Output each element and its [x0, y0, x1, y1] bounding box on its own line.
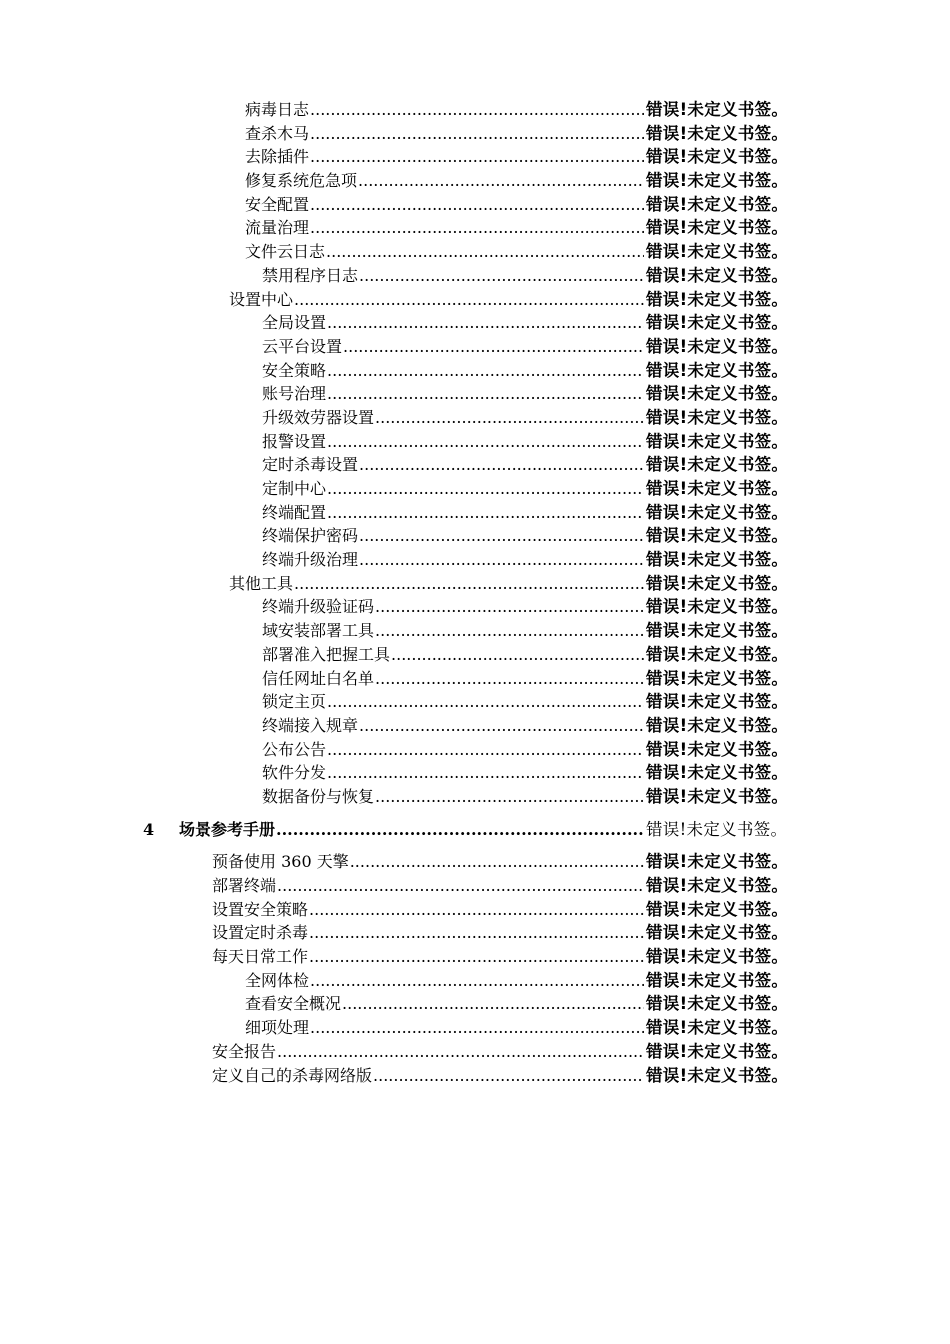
toc-entry-title: 其他工具 — [229, 573, 294, 593]
toc-entry-title-with-leader — [262, 453, 644, 477]
toc-entry-title-with-leader — [212, 874, 644, 898]
toc-page-reference: 错误!未定义书签。 — [646, 171, 789, 191]
toc-entry-title-with-leader — [245, 98, 644, 122]
toc-entry-title-with-leader — [262, 335, 644, 359]
toc-entry[interactable] — [0, 761, 950, 785]
dot-leader — [327, 430, 644, 454]
toc-chapter-entry[interactable] — [0, 818, 950, 842]
toc-entry[interactable] — [0, 335, 950, 359]
toc-entry-title-with-leader — [262, 619, 644, 643]
dot-leader — [327, 690, 644, 714]
toc-entry-title-with-leader — [212, 850, 644, 874]
toc-entry-title: 云平台设置 — [262, 336, 343, 356]
toc-entry-title: 定义自己的杀毒网络版 — [212, 1065, 373, 1085]
dot-leader — [310, 122, 644, 146]
toc-entry-title: 报警设置 — [262, 431, 327, 451]
dot-leader — [327, 477, 644, 501]
toc-page-reference: 错误!未定义书签。 — [646, 1041, 789, 1061]
toc-entry[interactable] — [0, 430, 950, 454]
toc-page-reference: 错误!未定义书签。 — [646, 786, 789, 806]
toc-entry-title: 全局设置 — [262, 313, 327, 333]
toc-entry-title: 去除插件 — [245, 147, 310, 167]
toc-page-reference: 错误!未定义书签。 — [646, 455, 789, 475]
dot-leader — [359, 714, 644, 738]
toc-entry-title-with-leader — [262, 643, 644, 667]
toc-entry-title-with-leader — [245, 169, 644, 193]
toc-entry[interactable] — [0, 1040, 950, 1064]
toc-entry[interactable] — [0, 572, 950, 596]
dot-leader — [310, 98, 644, 122]
toc-entry-title-with-leader — [245, 193, 644, 217]
toc-page-reference: 错误!未定义书签。 — [646, 763, 789, 783]
toc-entry-title-with-leader — [229, 288, 644, 312]
toc-page-reference: 错误!未定义书签。 — [646, 597, 789, 617]
toc-page-reference: 错误!未定义书签。 — [646, 242, 789, 262]
dot-leader — [359, 453, 644, 477]
toc-entry-title-with-leader — [262, 548, 644, 572]
dot-leader — [309, 945, 644, 969]
toc-entry-title: 升级效劳器设置 — [262, 407, 375, 427]
toc-entry-title-with-leader — [262, 430, 644, 454]
toc-entry[interactable] — [0, 714, 950, 738]
toc-entry-title-with-leader — [212, 898, 644, 922]
dot-leader — [358, 169, 644, 193]
toc-entry-title-with-leader — [262, 359, 644, 383]
toc-entry[interactable] — [0, 898, 950, 922]
toc-entry-title: 部署终端 — [212, 876, 277, 895]
toc-page-reference: 错误!未定义书签。 — [646, 899, 789, 919]
toc-entry-title: 设置中心 — [229, 289, 294, 309]
dot-leader — [359, 264, 644, 288]
toc-entry-title: 细项处理 — [245, 1018, 310, 1038]
dot-leader — [277, 874, 644, 898]
toc-entry-title: 全网体检 — [245, 970, 310, 990]
toc-entry[interactable] — [0, 264, 950, 288]
dot-leader — [359, 524, 644, 548]
toc-entry-title: 安全策略 — [262, 360, 327, 380]
toc-entry[interactable] — [0, 874, 950, 898]
toc-entry-title: 预备使用 360 天擎 — [212, 852, 349, 872]
toc-entry-title: 锁定主页 — [262, 692, 327, 712]
toc-entry[interactable] — [0, 595, 950, 619]
dot-leader — [309, 898, 644, 922]
dot-leader — [277, 1040, 644, 1064]
dot-leader — [294, 572, 644, 596]
toc-entry-title: 终端接入规章 — [262, 715, 359, 735]
dot-leader — [350, 850, 644, 874]
toc-entry-title: 修复系统危急项 — [245, 171, 358, 191]
toc-entry-title-with-leader — [245, 969, 644, 993]
toc-entry-title-with-leader — [229, 572, 644, 596]
toc-entry-title-with-leader — [179, 818, 644, 842]
toc-page-reference: 错误!未定义书签。 — [646, 218, 789, 238]
dot-leader — [342, 992, 644, 1016]
toc-entry-title: 账号治理 — [262, 384, 327, 404]
toc-entry-title: 设置安全策略 — [212, 899, 309, 919]
toc-entry-title-with-leader — [262, 524, 644, 548]
toc-entry[interactable] — [0, 193, 950, 217]
table-of-contents — [0, 98, 950, 1087]
toc-entry[interactable] — [0, 122, 950, 146]
toc-entry[interactable] — [0, 477, 950, 501]
toc-page-reference: 错误!未定义书签。 — [646, 502, 789, 522]
toc-entry[interactable] — [0, 667, 950, 691]
toc-entry[interactable] — [0, 921, 950, 945]
toc-entry[interactable] — [0, 169, 950, 193]
toc-page-reference: 错误!未定义书签。 — [646, 715, 789, 735]
dot-leader — [327, 761, 644, 785]
toc-entry-title: 终端升级验证码 — [262, 597, 375, 617]
toc-page-reference: 错误!未定义书签。 — [646, 876, 789, 895]
toc-entry-title-with-leader — [212, 1040, 644, 1064]
dot-leader — [327, 501, 644, 525]
toc-entry-title-with-leader — [245, 122, 644, 146]
toc-entry-title-with-leader — [262, 406, 644, 430]
toc-entry[interactable] — [0, 288, 950, 312]
toc-entry-title-with-leader — [262, 667, 644, 691]
toc-entry-title: 数据备份与恢复 — [262, 786, 375, 806]
toc-entry-title-with-leader — [262, 785, 644, 809]
toc-page-reference: 错误!未定义书签。 — [646, 431, 789, 451]
toc-entry[interactable] — [0, 785, 950, 809]
dot-leader — [310, 969, 644, 993]
toc-entry-title-with-leader — [262, 382, 644, 406]
toc-entry-title: 终端配置 — [262, 502, 327, 522]
toc-entry[interactable] — [0, 945, 950, 969]
toc-entry[interactable] — [0, 406, 950, 430]
toc-entry-title: 定制中心 — [262, 479, 327, 498]
dot-leader — [373, 1064, 644, 1088]
toc-page-reference: 错误!未定义书签。 — [646, 384, 789, 404]
toc-entry[interactable] — [0, 382, 950, 406]
toc-entry-title: 软件分发 — [262, 763, 327, 783]
toc-entry-title: 信任网址白名单 — [262, 668, 375, 688]
toc-entry-title: 病毒日志 — [245, 100, 310, 119]
dot-leader — [327, 738, 644, 762]
dot-leader — [309, 921, 644, 945]
toc-page-reference: 错误!未定义书签。 — [646, 668, 789, 688]
toc-entry-title: 流量治理 — [245, 218, 310, 238]
toc-entry-title: 查看安全概况 — [245, 994, 342, 1014]
toc-entry[interactable] — [0, 359, 950, 383]
dot-leader — [310, 1016, 644, 1040]
dot-leader — [375, 595, 644, 619]
dot-leader — [375, 619, 644, 643]
toc-page-reference: 错误!未定义书签。 — [646, 526, 789, 546]
toc-entry-title-with-leader — [262, 264, 644, 288]
toc-entry[interactable] — [0, 311, 950, 335]
toc-entry[interactable] — [0, 216, 950, 240]
toc-entry-title-with-leader — [245, 1016, 644, 1040]
toc-entry[interactable] — [0, 524, 950, 548]
toc-page-reference: 错误!未定义书签。 — [646, 289, 789, 309]
dot-leader — [343, 335, 644, 359]
toc-page-reference: 错误!未定义书签。 — [646, 923, 789, 943]
toc-entry-title: 定时杀毒设置 — [262, 455, 359, 475]
toc-entry-title-with-leader — [262, 761, 644, 785]
toc-entry[interactable] — [0, 969, 950, 993]
toc-entry[interactable] — [0, 501, 950, 525]
toc-entry[interactable] — [0, 1064, 950, 1088]
toc-page-reference: 错误!未定义书签。 — [646, 994, 789, 1014]
toc-page-reference: 错误!未定义书签。 — [646, 970, 789, 990]
toc-entry[interactable] — [0, 643, 950, 667]
toc-page-reference: 错误!未定义书签。 — [646, 407, 789, 427]
dot-leader — [294, 288, 644, 312]
toc-page-reference: 错误!未定义书签。 — [646, 550, 789, 570]
toc-page-reference: 错误!未定义书签。 — [646, 100, 789, 119]
toc-entry-title: 安全报告 — [212, 1041, 277, 1061]
toc-page-reference: 错误!未定义书签。 — [646, 621, 789, 641]
toc-entry-title: 部署准入把握工具 — [262, 644, 391, 664]
toc-entry-title-with-leader — [245, 992, 644, 1016]
toc-entry[interactable] — [0, 992, 950, 1016]
toc-entry-title-with-leader — [262, 477, 644, 501]
dot-leader — [310, 193, 644, 217]
toc-entry[interactable] — [0, 548, 950, 572]
dot-leader — [375, 785, 644, 809]
toc-entry[interactable] — [0, 850, 950, 874]
toc-entry-title-with-leader — [262, 595, 644, 619]
toc-entry[interactable] — [0, 1016, 950, 1040]
toc-entry[interactable] — [0, 619, 950, 643]
toc-page-reference: 错误!未定义书签。 — [646, 123, 789, 143]
toc-entry-title: 终端升级治理 — [262, 550, 359, 570]
toc-entry-title-with-leader — [245, 145, 644, 169]
toc-entry-title-with-leader — [212, 945, 644, 969]
toc-page-reference: 错误!未定义书签。 — [646, 313, 789, 333]
toc-entry-title: 禁用程序日志 — [262, 265, 359, 285]
toc-entry[interactable] — [0, 453, 950, 477]
toc-entry-title-with-leader — [245, 240, 644, 264]
toc-entry-title: 设置定时杀毒 — [212, 923, 309, 943]
toc-page-reference: 错误!未定义书签。 — [646, 336, 789, 356]
toc-entry-title: 公布公告 — [262, 739, 327, 759]
dot-leader — [326, 240, 644, 264]
toc-entry-title-with-leader — [212, 921, 644, 945]
toc-entry-title-with-leader — [262, 501, 644, 525]
toc-page-reference: 错误!未定义书签。 — [646, 947, 789, 967]
dot-leader — [327, 311, 644, 335]
toc-entry[interactable] — [0, 240, 950, 264]
toc-entry-title-with-leader — [245, 216, 644, 240]
toc-entry-title: 域安装部署工具 — [262, 621, 375, 641]
toc-entry-title-with-leader — [262, 714, 644, 738]
dot-leader — [276, 818, 644, 842]
toc-page-reference: 错误!未定义书签。 — [646, 819, 788, 839]
toc-page-reference: 错误!未定义书签。 — [646, 739, 789, 759]
toc-page-reference: 错误!未定义书签。 — [646, 194, 789, 214]
toc-page-reference: 错误!未定义书签。 — [646, 573, 789, 593]
toc-entry-title-with-leader — [262, 738, 644, 762]
toc-entry-title-with-leader — [212, 1064, 644, 1088]
toc-page-reference: 错误!未定义书签。 — [646, 479, 789, 498]
toc-entry[interactable] — [0, 738, 950, 762]
dot-leader — [310, 216, 644, 240]
dot-leader — [375, 667, 644, 691]
dot-leader — [375, 406, 644, 430]
toc-entry-title: 每天日常工作 — [212, 947, 309, 967]
toc-entry-title: 安全配置 — [245, 194, 310, 214]
toc-page-reference: 错误!未定义书签。 — [646, 265, 789, 285]
toc-entry-title: 查杀木马 — [245, 123, 310, 143]
dot-leader — [310, 145, 644, 169]
toc-entry[interactable] — [0, 690, 950, 714]
toc-page-reference: 错误!未定义书签。 — [646, 360, 789, 380]
toc-page-reference: 错误!未定义书签。 — [646, 147, 789, 167]
toc-entry-title-with-leader — [262, 311, 644, 335]
toc-page-reference: 错误!未定义书签。 — [646, 644, 789, 664]
toc-page-reference: 错误!未定义书签。 — [646, 852, 789, 872]
toc-entry[interactable] — [0, 145, 950, 169]
toc-entry-title-with-leader — [262, 690, 644, 714]
dot-leader — [359, 548, 644, 572]
toc-entry-title: 场景参考手册 — [179, 819, 276, 839]
toc-entry-title: 文件云日志 — [245, 242, 326, 262]
dot-leader — [327, 382, 644, 406]
toc-chapter-number: 4 — [143, 819, 155, 839]
dot-leader — [327, 359, 644, 383]
toc-page-reference: 错误!未定义书签。 — [646, 1065, 789, 1085]
toc-page-reference: 错误!未定义书签。 — [646, 692, 789, 712]
toc-entry-title: 终端保护密码 — [262, 526, 359, 546]
dot-leader — [391, 643, 644, 667]
toc-entry[interactable] — [0, 98, 950, 122]
toc-page-reference: 错误!未定义书签。 — [646, 1018, 789, 1038]
